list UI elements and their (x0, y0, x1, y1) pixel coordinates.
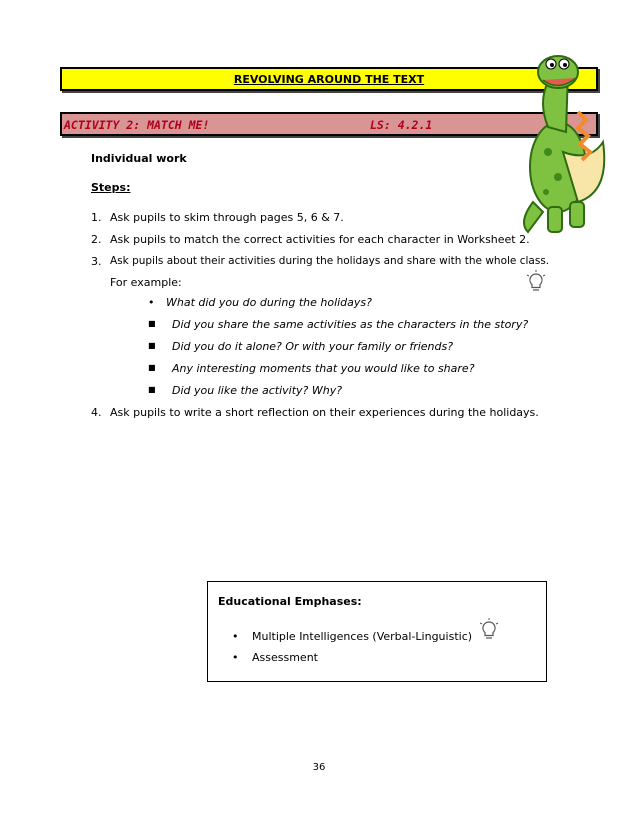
example-question: What did you do during the holidays? (166, 296, 372, 309)
step-text: Ask pupils to skim through pages 5, 6 & 7. (110, 211, 344, 224)
example-question: Did you like the activity? Why? (172, 384, 343, 397)
step-number: 3. (91, 255, 102, 268)
lightbulb-icon (478, 618, 500, 642)
educational-emphases-box (207, 581, 547, 682)
section-title: REVOLVING AROUND THE TEXT (233, 72, 425, 86)
emphasis-item: Multiple Intelligences (Verbal-Linguistic) (252, 630, 473, 643)
step-number: 4. (91, 406, 102, 419)
bullet-dot: • (148, 296, 155, 309)
bullet-dot: • (232, 630, 239, 643)
bullet-square: ■ (148, 385, 156, 394)
lightbulb-icon (525, 270, 547, 294)
example-question: Did you do it alone? Or with your family or friends? (172, 340, 454, 353)
learning-standard: LS: 4.2.1 (370, 118, 433, 132)
bullet-square: ■ (148, 363, 156, 372)
step-number: 2. (91, 233, 102, 246)
step-text: Ask pupils to match the correct activities for each character in Worksheet 2. (110, 233, 530, 246)
bullet-square: ■ (148, 341, 156, 350)
work-mode: Individual work (91, 152, 187, 165)
example-question: Any interesting moments that you would like to share? (172, 362, 475, 375)
activity-title: ACTIVITY 2: MATCH ME! (64, 118, 210, 132)
example-question: Did you share the same activities as the characters in the story? (172, 318, 529, 331)
step-number: 1. (91, 211, 102, 224)
step-text: Ask pupils to write a short reflection on their experiences during the holidays. (110, 406, 539, 419)
step-text: Ask pupils about their activities during the holidays and share with the whole class. (110, 255, 550, 267)
dinosaur-illustration (518, 42, 618, 242)
emphasis-item: Assessment (252, 651, 318, 664)
page-number: 36 (312, 762, 326, 773)
example-label: For example: (110, 276, 182, 289)
emphases-heading: Educational Emphases: (218, 595, 362, 608)
steps-heading: Steps: (91, 181, 131, 194)
bullet-square: ■ (148, 319, 156, 328)
bullet-dot: • (232, 651, 239, 664)
